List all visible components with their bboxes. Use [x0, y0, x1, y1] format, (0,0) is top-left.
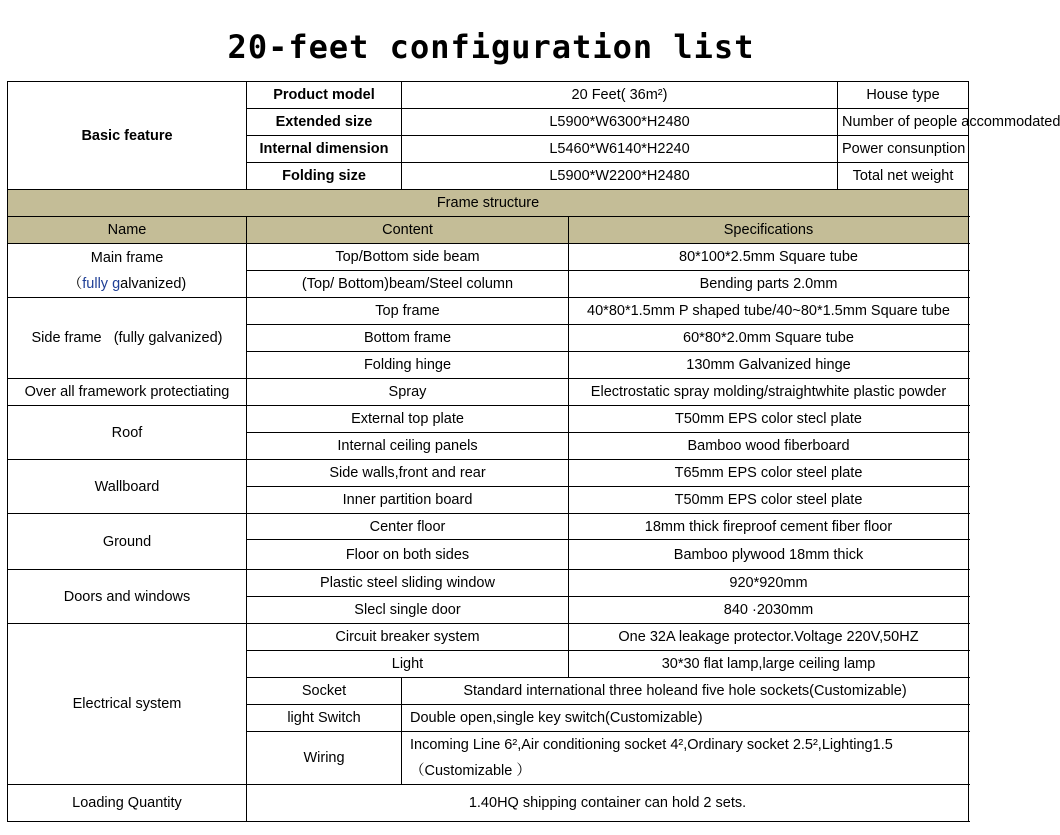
content-cell: Plastic steel sliding window: [247, 570, 569, 597]
frame-structure-heading: Frame structure: [8, 190, 969, 217]
roof-label: Roof: [8, 406, 247, 460]
spec-cell: Bamboo wood fiberboard: [569, 433, 969, 460]
row-label: Extended size: [247, 109, 402, 136]
row-label: Internal dimension: [247, 136, 402, 163]
spec-cell: T50mm EPS color stecl plate: [569, 406, 969, 433]
spec-cell: 840 ·2030mm: [569, 597, 969, 624]
row-label: Total net weight: [838, 163, 969, 190]
switch-spec: Double open,single key switch(Customizable): [402, 705, 969, 732]
column-header-name: Name: [8, 217, 247, 244]
socket-label: Socket: [247, 678, 402, 705]
row-value: L5460*W6140*H2240: [402, 136, 838, 163]
wiring-spec-line2: （Customizable ）: [410, 763, 531, 779]
spec-cell: 40*80*1.5mm P shaped tube/40~80*1.5mm Square tube: [569, 298, 969, 325]
wiring-spec-line1: Incoming Line 6²,Air conditioning socket 4²,Ordinary socket 2.5²,Lighting1.5: [410, 737, 893, 753]
protect-label: Over all framework protectiating: [8, 379, 247, 406]
spec-cell: 920*920mm: [569, 570, 969, 597]
row-label: Power consunption: [838, 136, 969, 163]
content-cell: Side walls,front and rear: [247, 460, 569, 487]
socket-spec: Standard international three holeand five hole sockets(Customizable): [402, 678, 969, 705]
content-cell: Folding hinge: [247, 352, 569, 379]
main-frame-sub-rest: alvanized): [120, 275, 187, 292]
row-value: L5900*W6300*H2480: [402, 109, 838, 136]
column-header-specifications: Specifications: [569, 217, 969, 244]
table-row: [8, 514, 969, 540]
column-header-content: Content: [247, 217, 569, 244]
row-value: 20 Feet( 36m²): [402, 82, 838, 109]
content-cell: Light: [247, 651, 569, 678]
main-frame-name: Main frame: [90, 249, 164, 266]
basic-feature-label: Basic feature: [8, 82, 247, 190]
wiring-spec: [402, 732, 969, 785]
wiring-label: Wiring: [247, 732, 402, 785]
table-row: [8, 624, 969, 651]
row-value: L5900*W2200*H2480: [402, 163, 838, 190]
spec-cell: Bending parts 2.0mm: [569, 271, 969, 298]
spec-cell: 80*100*2.5mm Square tube: [569, 244, 969, 271]
table-row: [8, 379, 969, 406]
table-row: [8, 190, 969, 217]
side-frame-label: Side frame (fully galvanized): [8, 298, 247, 379]
row-label: House type: [838, 82, 969, 109]
content-cell: External top plate: [247, 406, 569, 433]
content-cell: Top frame: [247, 298, 569, 325]
row-label: Number of people accommodated: [838, 109, 969, 136]
spec-cell: Bamboo plywood 18mm thick: [569, 540, 969, 570]
switch-label: light Switch: [247, 705, 402, 732]
content-cell: Top/Bottom side beam: [247, 244, 569, 271]
content-cell: Slecl single door: [247, 597, 569, 624]
configuration-table: [7, 81, 1060, 822]
table-row: [8, 785, 969, 822]
spec-cell: T50mm EPS color steel plate: [569, 487, 969, 514]
content-cell: Circuit breaker system: [247, 624, 569, 651]
ground-label: Ground: [8, 514, 247, 570]
row-label: Folding size: [247, 163, 402, 190]
content-cell: Floor on both sides: [247, 540, 569, 570]
content-cell: (Top/ Bottom)beam/Steel column: [247, 271, 569, 298]
spec-cell: 30*30 flat lamp,large ceiling lamp: [569, 651, 969, 678]
table-row: [8, 82, 969, 109]
table-row: [8, 244, 969, 271]
spec-cell: Electrostatic spray molding/straightwhite plastic powder: [569, 379, 969, 406]
page-title: 20-feet configuration list: [227, 28, 755, 66]
doors-label: Doors and windows: [8, 570, 247, 624]
table-row: [8, 460, 969, 487]
loading-value: 1.40HQ shipping container can hold 2 sets.: [247, 785, 969, 822]
table-row: [8, 570, 969, 597]
electrical-label: Electrical system: [8, 624, 247, 785]
content-cell: Center floor: [247, 514, 569, 540]
wallboard-label: Wallboard: [8, 460, 247, 514]
spec-cell: One 32A leakage protector.Voltage 220V,50HZ: [569, 624, 969, 651]
spec-cell: 130mm Galvanized hinge: [569, 352, 969, 379]
content-cell: Inner partition board: [247, 487, 569, 514]
content-cell: Internal ceiling panels: [247, 433, 569, 460]
table-header-row: [8, 217, 969, 244]
spec-cell: T65mm EPS color steel plate: [569, 460, 969, 487]
content-cell: Bottom frame: [247, 325, 569, 352]
loading-label: Loading Quantity: [8, 785, 247, 822]
main-frame-sub-open: （: [67, 275, 83, 292]
main-frame-label: [8, 244, 247, 298]
table-row: [8, 298, 969, 325]
spec-cell: 60*80*2.0mm Square tube: [569, 325, 969, 352]
table-row: [8, 406, 969, 433]
row-label: Product model: [247, 82, 402, 109]
main-frame-sub-galv: fully g: [82, 275, 121, 292]
spec-cell: 18mm thick fireproof cement fiber floor: [569, 514, 969, 540]
content-cell: Spray: [247, 379, 569, 406]
